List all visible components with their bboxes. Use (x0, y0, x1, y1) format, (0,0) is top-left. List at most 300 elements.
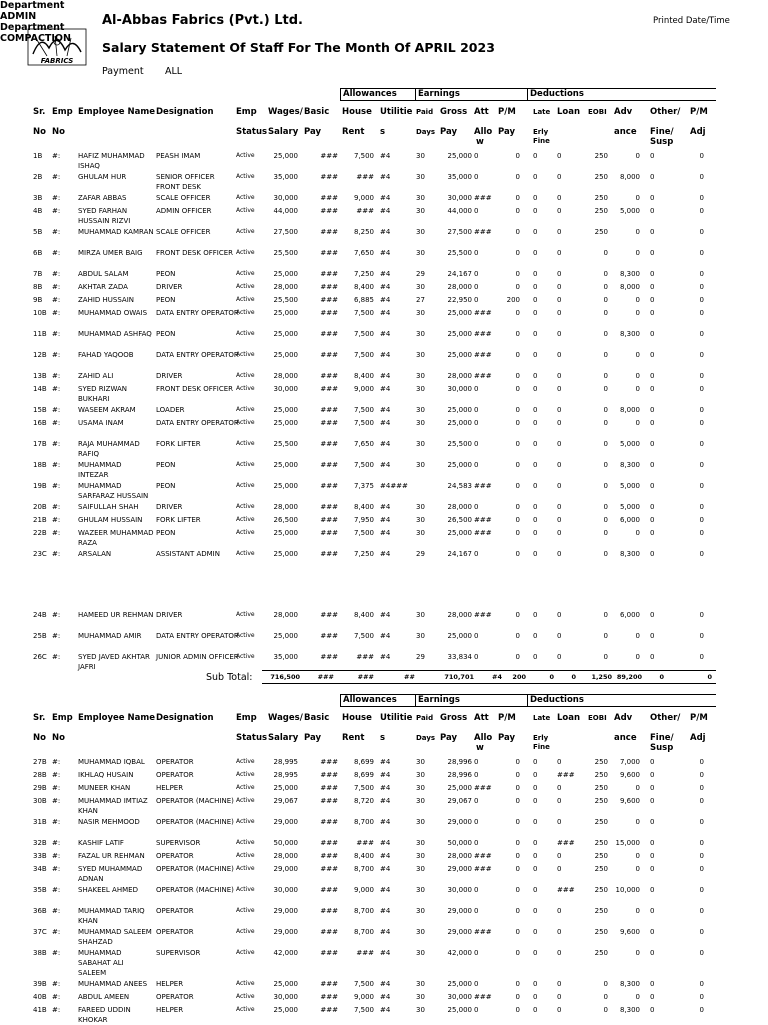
cell-pm2: 0 (699, 928, 704, 936)
cell-days: 29 (416, 270, 425, 278)
cell-adv: 0 (635, 194, 640, 202)
cell-adv: 0 (635, 949, 640, 957)
cell-loan: 0 (557, 503, 562, 511)
cell-pm2: 0 (699, 771, 704, 779)
cell-status: Active (236, 351, 255, 358)
col-header-other-line3: Susp (650, 137, 674, 147)
cell-desig: PEON (156, 330, 176, 338)
cell-util: #4 (380, 784, 391, 792)
cell-house: 7,500 (353, 419, 374, 427)
cell-basic: ### (320, 385, 338, 393)
subtotal-wages: 716,500 (270, 673, 300, 681)
department-name: COMPACTION (0, 33, 71, 44)
cell-loan: 0 (557, 249, 562, 257)
cell-basic: ### (320, 550, 338, 558)
cell-util: #4 (380, 632, 391, 640)
cell-late: 0 (533, 270, 538, 278)
cell-sr: 23C (33, 550, 47, 558)
cell-basic: ### (320, 1006, 338, 1014)
cell-house: ### (356, 173, 374, 181)
cell-late: 0 (533, 852, 538, 860)
cell-status: Active (236, 949, 255, 956)
cell-util: #4 (380, 440, 391, 448)
cell-desig: SUPERVISOR (156, 839, 201, 847)
cell-days: 30 (416, 865, 425, 873)
col-header-basic: Basic (304, 713, 330, 723)
col-header-house-line2: Rent (342, 733, 365, 743)
cell-other: 0 (650, 351, 655, 359)
cell-name: GHULAM HUR (78, 173, 127, 181)
cell-wages: 29,000 (273, 865, 298, 873)
cell-emp: #: (52, 296, 61, 304)
cell-att: ### (474, 611, 492, 619)
col-header-pm-line2: Pay (498, 733, 516, 743)
cell-gross: 25,000 (447, 309, 472, 317)
cell-gross: 25,000 (447, 632, 472, 640)
cell-util: #4 (380, 503, 391, 511)
deductions-group-label: Deductions (530, 89, 584, 99)
cell-wages: 28,995 (273, 758, 298, 766)
subtotal-loan: 0 (571, 673, 576, 681)
cell-house: 8,400 (353, 372, 374, 380)
cell-wages: 25,500 (273, 249, 298, 257)
cell-house: 7,650 (353, 249, 374, 257)
cell-house: 7,500 (353, 1006, 374, 1014)
cell-pm: 0 (515, 406, 520, 414)
cell-eobi: 0 (603, 516, 608, 524)
cell-other: 0 (650, 980, 655, 988)
cell-desig: PEON (156, 270, 176, 278)
cell-wages: 30,000 (273, 993, 298, 1001)
cell-wages: 29,000 (273, 928, 298, 936)
cell-days: 30 (416, 632, 425, 640)
cell-other: 0 (650, 419, 655, 427)
cell-days: 30 (416, 852, 425, 860)
cell-att: 0 (474, 653, 479, 661)
cell-house: 7,500 (353, 309, 374, 317)
cell-desig: DRIVER (156, 283, 183, 291)
cell-eobi: 0 (603, 296, 608, 304)
subtotal-eobi: 1,250 (591, 673, 612, 681)
cell-adv: 0 (635, 296, 640, 304)
cell-att: 0 (474, 461, 479, 469)
col-header-basic-line2: Pay (304, 733, 322, 743)
cell-util: #4 (380, 228, 391, 236)
cell-desig: SCALE OFFICER (156, 228, 211, 236)
cell-sr: 15B (33, 406, 47, 414)
cell-att: 0 (474, 1006, 479, 1014)
cell-sr: 25B (33, 632, 47, 640)
cell-late: 0 (533, 249, 538, 257)
cell-pm: 0 (515, 797, 520, 805)
cell-pm2: 0 (699, 385, 704, 393)
cell-loan: 0 (557, 351, 562, 359)
cell-wages: 25,000 (273, 351, 298, 359)
subtotal-pm2: 0 (707, 673, 712, 681)
cell-gross: 25,000 (447, 784, 472, 792)
cell-util: #4 (380, 653, 391, 661)
cell-pm: 0 (515, 351, 520, 359)
cell-sr: 35B (33, 886, 47, 894)
cell-gross: 25,000 (447, 330, 472, 338)
cell-days: 30 (416, 907, 425, 915)
cell-name: MUHAMMAD SARFARAZ HUSSAIN (78, 482, 149, 500)
cell-desig: LOADER (156, 406, 185, 414)
cell-name: MUHAMMAD INTEZAR (78, 461, 122, 479)
cell-basic: ### (320, 406, 338, 414)
group-divider (527, 88, 528, 100)
cell-emp: #: (52, 516, 61, 524)
cell-name: MUHAMMAD AMIR (78, 632, 142, 640)
cell-desig: PEON (156, 296, 176, 304)
cell-gross: 28,000 (447, 283, 472, 291)
cell-loan: ### (557, 839, 575, 847)
cell-pm2: 0 (699, 516, 704, 524)
cell-desig: FRONT DESK OFFICER (156, 249, 234, 257)
cell-eobi: 250 (594, 228, 608, 236)
cell-emp: #: (52, 784, 61, 792)
cell-wages: 28,000 (273, 503, 298, 511)
cell-basic: ### (320, 611, 338, 619)
col-header-pm2-line2: Adj (690, 127, 706, 137)
cell-status: Active (236, 173, 255, 180)
cell-gross: 30,000 (447, 886, 472, 894)
col-header-other-line2: Fine/ (650, 733, 674, 743)
cell-adv: 6,000 (619, 611, 640, 619)
cell-other: 0 (650, 309, 655, 317)
cell-name: MUHAMMAD SABAHAT ALI SALEEM (78, 949, 124, 977)
cell-other: 0 (650, 529, 655, 537)
cell-sr: 3B (33, 194, 43, 202)
cell-adv: 8,000 (619, 406, 640, 414)
cell-wages: 30,000 (273, 886, 298, 894)
cell-late: 0 (533, 283, 538, 291)
cell-wages: 28,000 (273, 611, 298, 619)
cell-emp: #: (52, 372, 61, 380)
cell-house: 7,650 (353, 440, 374, 448)
cell-wages: 25,000 (273, 419, 298, 427)
cell-basic: ### (320, 249, 338, 257)
cell-late: 0 (533, 886, 538, 894)
cell-desig: OPERATOR (156, 928, 194, 936)
col-header-util: Utilitie (380, 713, 413, 723)
cell-other: 0 (650, 852, 655, 860)
cell-house: 8,400 (353, 503, 374, 511)
cell-house: 9,000 (353, 886, 374, 894)
cell-pm2: 0 (699, 152, 704, 160)
cell-pm2: 0 (699, 886, 704, 894)
cell-desig: PEON (156, 461, 176, 469)
col-header-wages: Wages/ (268, 107, 303, 117)
cell-adv: 15,000 (615, 839, 640, 847)
cell-eobi: 0 (603, 283, 608, 291)
cell-house: 7,500 (353, 632, 374, 640)
printed-date-label: Printed Date/Time (653, 16, 730, 26)
cell-att: 0 (474, 283, 479, 291)
cell-emp: #: (52, 928, 61, 936)
cell-late: 0 (533, 928, 538, 936)
cell-house: 8,700 (353, 818, 374, 826)
cell-late: 0 (533, 611, 538, 619)
cell-att: 0 (474, 839, 479, 847)
cell-gross: 28,000 (447, 372, 472, 380)
cell-adv: 9,600 (619, 797, 640, 805)
cell-sr: 41B (33, 1006, 47, 1014)
cell-loan: 0 (557, 852, 562, 860)
cell-pm: 0 (515, 784, 520, 792)
cell-late: 0 (533, 797, 538, 805)
cell-pm2: 0 (699, 440, 704, 448)
cell-emp: #: (52, 653, 61, 661)
col-header-desig: Designation (156, 713, 214, 723)
col-header-sr-line2: No (33, 733, 46, 743)
cell-late: 0 (533, 758, 538, 766)
cell-house: 8,699 (353, 771, 374, 779)
cell-name: MUHAMMAD ANEES (78, 980, 148, 988)
cell-late: 0 (533, 529, 538, 537)
cell-emp: #: (52, 330, 61, 338)
cell-house: 8,700 (353, 907, 374, 915)
group-divider (340, 694, 341, 706)
cell-att: 0 (474, 949, 479, 957)
cell-other: 0 (650, 928, 655, 936)
cell-gross: 25,000 (447, 461, 472, 469)
cell-late: 0 (533, 419, 538, 427)
cell-house: 7,250 (353, 550, 374, 558)
cell-pm2: 0 (699, 503, 704, 511)
cell-gross: 50,000 (447, 839, 472, 847)
cell-late: 0 (533, 653, 538, 661)
earnings-group-label: Earnings (418, 89, 460, 99)
cell-emp: #: (52, 270, 61, 278)
cell-gross: 22,950 (447, 296, 472, 304)
cell-house: ### (356, 207, 374, 215)
cell-status: Active (236, 865, 255, 872)
cell-pm: 0 (515, 461, 520, 469)
cell-late: 0 (533, 949, 538, 957)
cell-wages: 25,000 (273, 529, 298, 537)
cell-emp: #: (52, 886, 61, 894)
cell-wages: 25,000 (273, 330, 298, 338)
cell-gross: 24,583 (447, 482, 472, 490)
cell-emp: #: (52, 173, 61, 181)
cell-wages: 29,000 (273, 907, 298, 915)
cell-sr: 34B (33, 865, 47, 873)
cell-loan: 0 (557, 372, 562, 380)
cell-wages: 25,000 (273, 461, 298, 469)
cell-adv: 0 (635, 309, 640, 317)
cell-eobi: 250 (594, 173, 608, 181)
col-header-house: House (342, 107, 372, 117)
cell-late: 0 (533, 228, 538, 236)
col-header-desig: Designation (156, 107, 214, 117)
cell-house: 9,000 (353, 385, 374, 393)
cell-basic: ### (320, 194, 338, 202)
cell-basic: ### (320, 886, 338, 894)
cell-name: ZAHID ALI (78, 372, 114, 380)
cell-late: 0 (533, 784, 538, 792)
cell-adv: 8,000 (619, 173, 640, 181)
cell-desig: DRIVER (156, 503, 183, 511)
col-header-emp-line2: No (52, 733, 65, 743)
cell-att: ### (474, 194, 492, 202)
cell-days: 30 (416, 385, 425, 393)
cell-util: #4 (380, 839, 391, 847)
cell-emp: #: (52, 980, 61, 988)
cell-house: 7,500 (353, 529, 374, 537)
cell-loan: 0 (557, 784, 562, 792)
cell-adv: 8,300 (619, 980, 640, 988)
cell-eobi: 0 (603, 385, 608, 393)
cell-loan: 0 (557, 758, 562, 766)
col-header-adv-line2: ance (614, 733, 637, 743)
group-header-bottom-rule (340, 100, 716, 101)
cell-other: 0 (650, 330, 655, 338)
cell-util: #4### (380, 482, 408, 490)
cell-att: 0 (474, 440, 479, 448)
cell-name: NASIR MEHMOOD (78, 818, 140, 826)
cell-name: SYED JAVED AKHTAR JAFRI (78, 653, 150, 671)
cell-adv: 8,300 (619, 330, 640, 338)
cell-util: #4 (380, 385, 391, 393)
cell-status: Active (236, 653, 255, 660)
cell-pm: 0 (515, 194, 520, 202)
cell-gross: 26,500 (447, 516, 472, 524)
cell-name: RAJA MUHAMMAD RAFIQ (78, 440, 140, 458)
cell-days: 30 (416, 228, 425, 236)
subtotal-late: 0 (549, 673, 554, 681)
cell-basic: ### (320, 440, 338, 448)
cell-basic: ### (320, 503, 338, 511)
cell-eobi: 250 (594, 928, 608, 936)
cell-name: SYED MUHAMMAD ADNAN (78, 865, 143, 883)
cell-late: 0 (533, 503, 538, 511)
cell-late: 0 (533, 865, 538, 873)
col-header-emp: Emp (52, 713, 73, 723)
cell-basic: ### (320, 949, 338, 957)
cell-eobi: 0 (603, 351, 608, 359)
cell-gross: 28,996 (447, 758, 472, 766)
cell-days: 30 (416, 758, 425, 766)
group-divider (340, 88, 341, 100)
cell-util: #4 (380, 1006, 391, 1014)
cell-basic: ### (320, 516, 338, 524)
cell-sr: 2B (33, 173, 43, 181)
cell-att: ### (474, 784, 492, 792)
cell-loan: 0 (557, 152, 562, 160)
cell-days: 30 (416, 309, 425, 317)
cell-emp: #: (52, 503, 61, 511)
col-header-days-line2: Days (416, 734, 436, 742)
cell-pm2: 0 (699, 173, 704, 181)
cell-adv: 0 (635, 152, 640, 160)
cell-other: 0 (650, 632, 655, 640)
cell-emp: #: (52, 758, 61, 766)
cell-sr: 29B (33, 784, 47, 792)
cell-emp: #: (52, 228, 61, 236)
cell-att: ### (474, 529, 492, 537)
cell-util: #4 (380, 886, 391, 894)
cell-gross: 25,000 (447, 152, 472, 160)
cell-status: Active (236, 249, 255, 256)
cell-gross: 28,000 (447, 611, 472, 619)
cell-pm: 0 (515, 852, 520, 860)
cell-days: 30 (416, 194, 425, 202)
logo-emblem-icon (27, 28, 87, 66)
cell-basic: ### (320, 928, 338, 936)
cell-adv: 9,600 (619, 771, 640, 779)
cell-basic: ### (320, 173, 338, 181)
cell-gross: 25,000 (447, 529, 472, 537)
cell-util: #4 (380, 818, 391, 826)
cell-att: 0 (474, 503, 479, 511)
cell-desig: DATA ENTRY OPERATOR (156, 419, 239, 427)
col-header-late: Late (533, 714, 551, 722)
cell-other: 0 (650, 270, 655, 278)
cell-loan: 0 (557, 194, 562, 202)
cell-late: 0 (533, 993, 538, 1001)
cell-adv: 0 (635, 818, 640, 826)
cell-emp: #: (52, 1006, 61, 1014)
cell-basic: ### (320, 152, 338, 160)
cell-sr: 14B (33, 385, 47, 393)
cell-other: 0 (650, 372, 655, 380)
col-header-adv: Adv (614, 107, 633, 117)
cell-late: 0 (533, 839, 538, 847)
col-header-eobi: EOBI (588, 108, 607, 116)
cell-desig: SCALE OFFICER (156, 194, 211, 202)
cell-emp: #: (52, 852, 61, 860)
cell-loan: 0 (557, 461, 562, 469)
cell-pm2: 0 (699, 482, 704, 490)
cell-name: MIRZA UMER BAIG (78, 249, 143, 257)
cell-pm: 0 (515, 207, 520, 215)
cell-sr: 33B (33, 852, 47, 860)
cell-days: 27 (416, 296, 425, 304)
statement-title: Salary Statement Of Staff For The Month Of APRIL 2023 (102, 40, 495, 55)
cell-desig: FORK LIFTER (156, 516, 201, 524)
cell-basic: ### (320, 529, 338, 537)
cell-house: ### (356, 839, 374, 847)
cell-basic: ### (320, 372, 338, 380)
cell-att: ### (474, 372, 492, 380)
cell-gross: 30,000 (447, 194, 472, 202)
cell-pm: 200 (506, 296, 520, 304)
col-header-status: Emp (236, 713, 257, 723)
cell-desig: PEASH IMAM (156, 152, 201, 160)
cell-eobi: 0 (603, 980, 608, 988)
cell-wages: 25,000 (273, 309, 298, 317)
cell-pm2: 0 (699, 653, 704, 661)
col-header-att-line2: Allo (474, 127, 493, 137)
cell-loan: 0 (557, 632, 562, 640)
cell-status: Active (236, 550, 255, 557)
cell-other: 0 (650, 907, 655, 915)
cell-pm: 0 (515, 330, 520, 338)
cell-name: MUHAMMAD ASHFAQ (78, 330, 152, 338)
cell-util: #4 (380, 611, 391, 619)
cell-sr: 24B (33, 611, 47, 619)
cell-days: 30 (416, 173, 425, 181)
cell-util: #4 (380, 907, 391, 915)
cell-other: 0 (650, 516, 655, 524)
cell-name: FAZAL UR REHMAN (78, 852, 145, 860)
cell-desig: OPERATOR (156, 907, 194, 915)
cell-util: #4 (380, 980, 391, 988)
cell-pm: 0 (515, 309, 520, 317)
payment-value: ALL (165, 66, 183, 77)
group-header-bottom-rule (340, 706, 716, 707)
